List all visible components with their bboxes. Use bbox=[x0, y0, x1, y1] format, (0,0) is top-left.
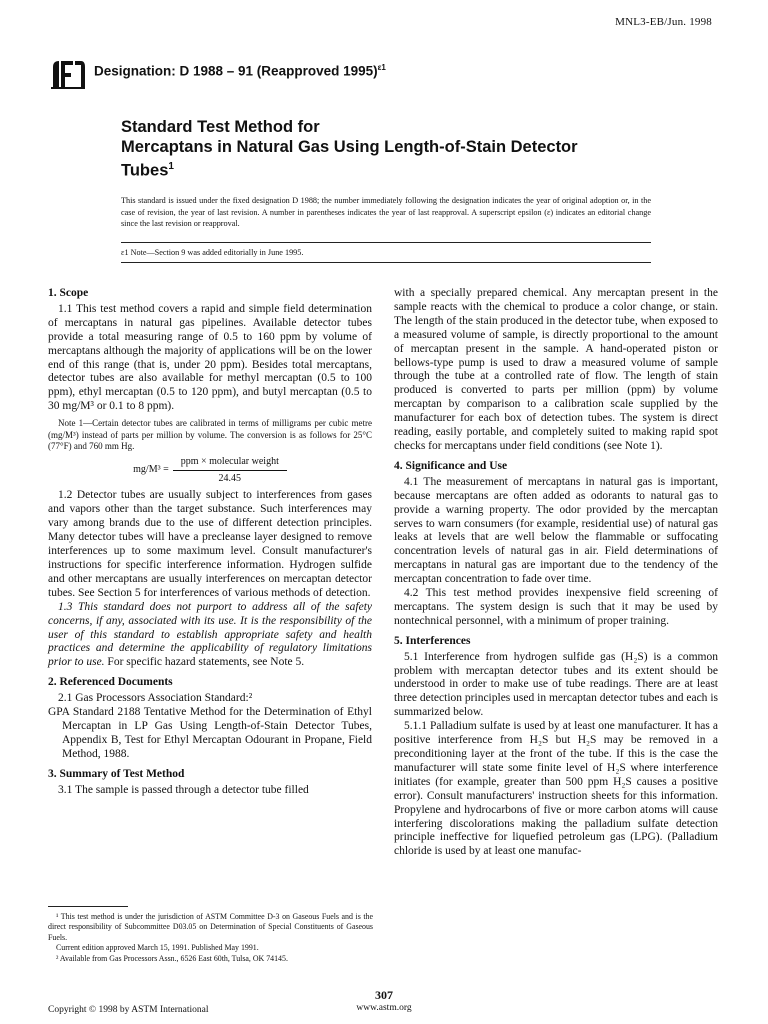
title-line-2: Mercaptans in Natural Gas Using Length-of-Stain Detector bbox=[121, 138, 578, 156]
right-column bbox=[394, 287, 718, 859]
paragraph-1-2: 1.2 Detector tubes are usually subject to interferences from gases and vapors other than the target substance. Such interferences may vary among brands due to the use of different detection principles. Many detector tubes will have a precleanse layer designed to remove interferences up to some maximum level. Consult manufacturer's instructions for specific interference information. Hydrogen sulfide and other mercaptans are usually interferences on mercaptan detector tubes. See Section 5 for interferences of various methods of detection. bbox=[48, 489, 372, 599]
footnotes bbox=[48, 912, 373, 964]
page-number: 307 bbox=[375, 988, 393, 1002]
title-line-3: Tubes$^1$ bbox=[121, 161, 174, 180]
astm-logo-icon bbox=[47, 57, 87, 93]
divider bbox=[121, 262, 651, 263]
paragraph-3-1-continued: with a specially prepared chemical. Any mercaptan present in the sample reacts with the chemical to produce a color change, or stain. The length of the stain produced in the detector tube, when exposed to a measured volume of sample, is directly proportional to the amount of mercaptan present in the sample. A hand-operated piston or bellows-type pump is used to draw a measured volume of sample through the tube at a controlled rate of flow. The length of stain produced is converted to parts per million (ppm) by volume mercaptan by comparison to a calibration scale supplied by the manufacturer for each box of detection tubes. The system is direct reading, easily portable, and completely suited to making rapid spot checks for mercaptans under field conditions (see Note 1). bbox=[394, 287, 718, 452]
section-heading-referenced-documents: 2. Referenced Documents bbox=[48, 676, 173, 689]
divider bbox=[121, 242, 651, 243]
formula-denominator: 24.45 bbox=[218, 472, 242, 484]
formula-fraction bbox=[173, 455, 287, 486]
section-heading-summary: 3. Summary of Test Method bbox=[48, 767, 185, 780]
designation bbox=[94, 63, 386, 79]
document-reference: MNL3-EB/Jun. 1998 bbox=[615, 16, 712, 28]
paragraph-3-1: 3.1 The sample is passed through a detector tube filled bbox=[58, 783, 309, 796]
standard-preamble: This standard is issued under the fixed designation D 1988; the number immediately following the designation indicates the year of original adoption or, in the case of revision, the year of last revision. A number in parentheses indicates the year of last reapproval. A superscript epsilon (ε) indicates an editorial change since the last revision or reapproval. bbox=[121, 196, 651, 228]
paragraph-5-1: 5.1 Interference from hydrogen sulfide gas (H₂S) is a common problem with mercaptan detector tubes and its extent should be understood in order to make use of tube readings. There are at least three detection principles used in mercaptan detector tubes and each is summarized below. bbox=[394, 650, 718, 719]
formula-lhs: mg/M³ = bbox=[133, 464, 169, 476]
paragraph-5-1-1: 5.1.1 Palladium sulfate is used by at least one manufacturer. It has a positive interference from H₂S but H₂S may be removed in a preconditioning layer at the front of the tube. If this is the case the manufacturer will state some finite level of H₂S where interference initiates (for example, greater than 500 ppm H₂S causes a positive error). Consult manufacturers' instruction sheets for this information. Propylene and hydrocarbons of five or more carbon atoms will cause interfering discolorations making the palladium sulfate detection principle ineffective for liquefied petroleum gas (LPG). (Palladium chloride is used by at least one manufac- bbox=[394, 720, 718, 858]
paragraph-4-2: 4.2 This test method provides inexpensive field screening of mercaptans. The system design is such that it may be used by nontechnical personnel, with a minimum of proper training. bbox=[394, 587, 718, 627]
footnote-1: ¹ This test method is under the jurisdiction of ASTM Committee D-3 on Gaseous Fuels and is the direct responsibility of Subcommittee D03.05 on Determination of Special Constituents of Gaseous Fuels. bbox=[48, 912, 373, 942]
designation-text: Designation: D 1988 – 91 (Reapproved 1995) bbox=[94, 63, 378, 79]
website-url: www.astm.org bbox=[356, 1003, 412, 1013]
designation-superscript: ε1 bbox=[377, 63, 386, 72]
footnote-2: ² Available from Gas Processors Assn., 6526 East 60th, Tulsa, OK 74145. bbox=[56, 953, 288, 963]
note-1: Note 1—Certain detector tubes are calibrated in terms of milligrams per cubic metre (mg/M³) instead of parts per million by volume. The conversion is as follows for 25°C (77°F) and 760 mm Hg. bbox=[48, 418, 372, 452]
paragraph-1-3: 1.3 This standard does not purport to address all of the safety concerns, if any, associated with its use. It is the responsibility of the user of this standard to establish appropriate safety and health practices and determine the applicability of regulatory limitations prior to use. For specific hazard statements, see Note 5. bbox=[48, 600, 372, 669]
editorial-note: ε1 Note—Section 9 was added editorially in June 1995. bbox=[121, 248, 304, 257]
conversion-formula bbox=[48, 455, 372, 486]
document-title bbox=[121, 117, 681, 181]
footnote-1-dates: Current edition approved March 15, 1991. Published May 1991. bbox=[56, 943, 259, 953]
title-line-1: Standard Test Method for bbox=[121, 118, 320, 136]
paragraph-2-1: 2.1 Gas Processors Association Standard:² bbox=[58, 692, 253, 705]
formula-numerator: ppm × molecular weight bbox=[173, 455, 287, 471]
paragraph-1-1: 1.1 This test method covers a rapid and simple field determination of mercaptans in natural gas pipelines. Available detector tubes provide a total measuring range of 0.5 to 160 ppm by volume of mercaptans although the majority of applications will be on the lower end of this range (that is, under 20 ppm). Besides total mercaptans, detector tubes are also available for methyl mercaptan (0.5 to 100 ppm), ethyl mercaptan (0.5 to 120 ppm), and butyl mercaptan (0.5 to 30 mg/M³ or 0.1 to 8 ppm). bbox=[48, 302, 372, 413]
reference-gpa-2188: GPA Standard 2188 Tentative Method for the Determination of Ethyl Mercaptan in LP Gas Using Length-of-Stain Detector Tubes, Appendix B, Test for Ethyl Mercaptan Odourant in Propane, Field Method, 1988. bbox=[48, 706, 372, 760]
left-column bbox=[48, 287, 372, 798]
title-footnote-marker: 1 bbox=[168, 161, 174, 172]
section-heading-scope: 1. Scope bbox=[48, 287, 89, 299]
paragraph-4-1: 4.1 The measurement of mercaptans in natural gas is important, because mercaptans are often added as odorants to natural gas to provide a warning property. The odor provided by the mercaptan serves to warn consumers (for example, residential use) of natural gas leaks at levels that are well below the flammable or suffocating concentration levels of natural gas in air. Field determinations of mercaptans in natural gas are important due to the tendency of the mercaptan concentration to fade over time. bbox=[394, 475, 718, 586]
section-heading-interferences: 5. Interferences bbox=[394, 634, 471, 647]
copyright: Copyright © 1998 by ASTM International bbox=[48, 1005, 209, 1015]
footnote-divider bbox=[48, 906, 128, 907]
section-heading-significance: 4. Significance and Use bbox=[394, 459, 508, 472]
